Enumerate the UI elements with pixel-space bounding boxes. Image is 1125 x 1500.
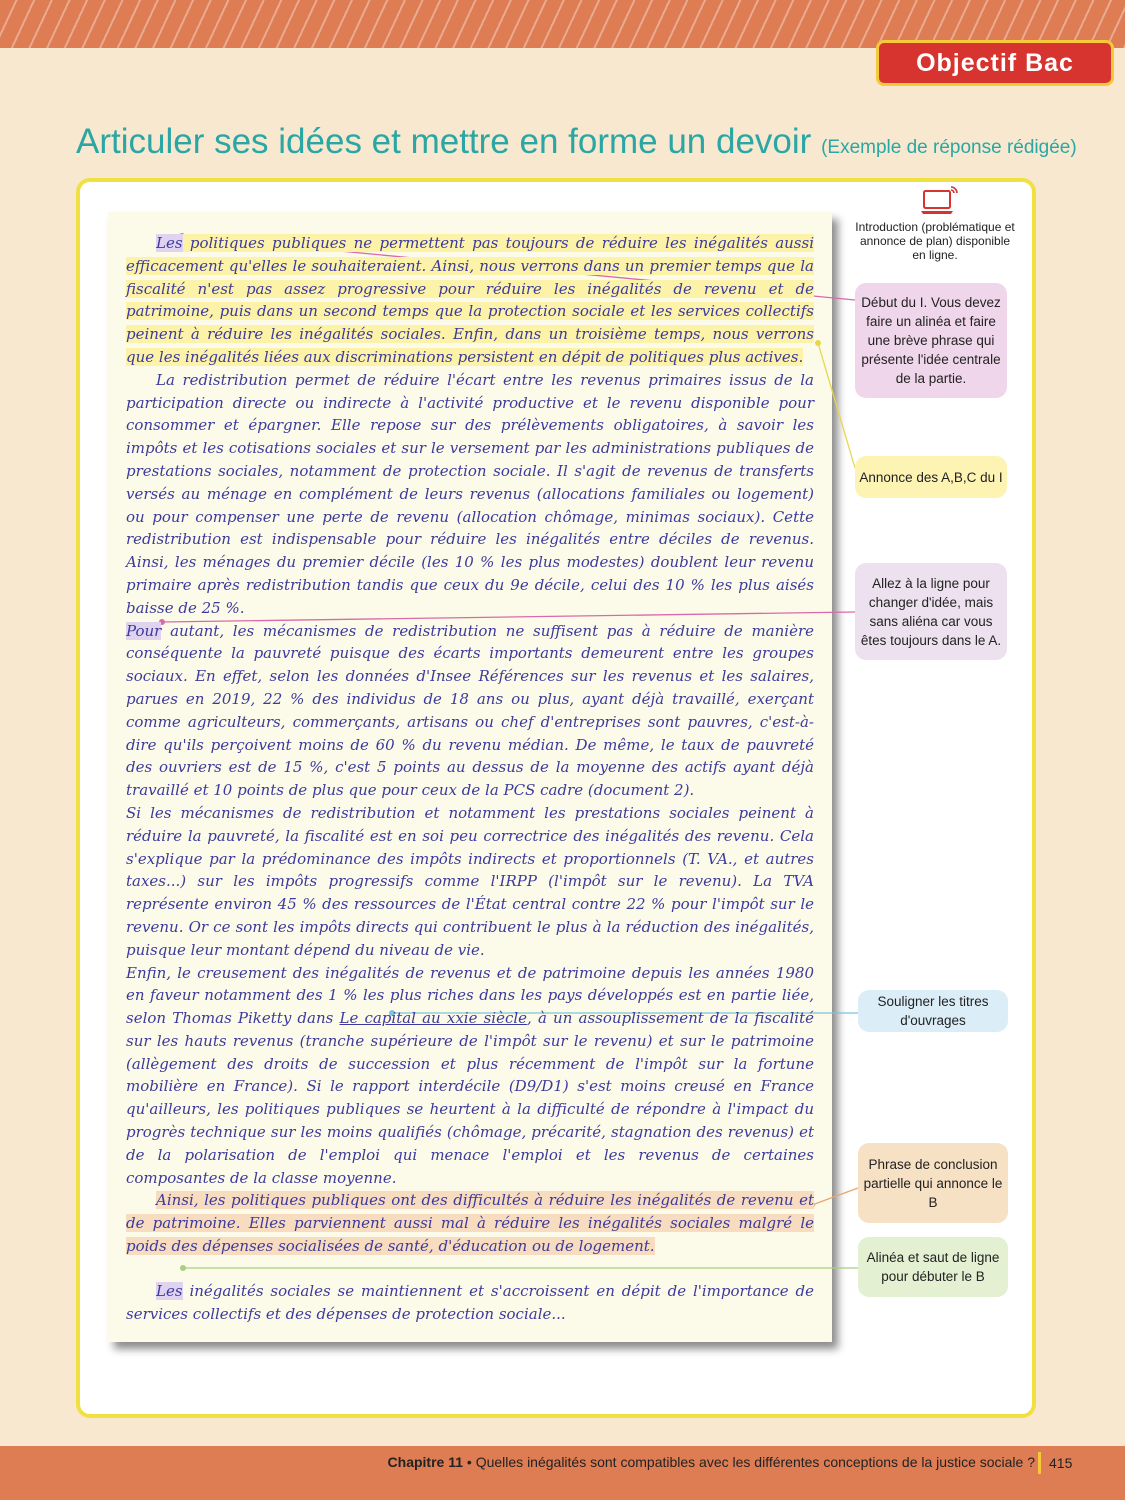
connector-conclusion (812, 1188, 858, 1205)
plan-announcement: Ainsi, nous verrons dans un premier temps que la fiscalité n'est pas assez progressive pour réduire les inégalités de revenu et de patrimoine, puis dans un second temps que la protection sociale et les services collectifs peinent à réduire les inégalités sociales. Enfin, dans un troisième temps, nous verrons que les inégalités liées aux discriminations persistent en dépit de politiques plus actives. (126, 256, 814, 366)
essay-paragraph-fiscalite: Si les mécanismes de redistribution et notamment les prestations sociales peinent à réduire la pauvreté, la fiscalité est en soi peu correctrice des inégalités des revenu. Cela s'explique par la prédominance des impôts indirects et proportionnels (T. VA., et autres taxes...) sur les impôts progressifs comme l'IRPP (l'impôt sur le revenu). La TVA représente environ 45 % des ressources de l'État central contre 22 % pour l'impôt sur le revenu. Or ce sont les impôts directs qui contribuent le plus à la réduction des inégalités, puisque leur montant dépend du niveau de vie. (126, 803, 814, 959)
annotation-conclusion-partielle: Phrase de conclusion partielle qui annonce le B (858, 1143, 1008, 1223)
page-title-main: Articuler ses idées et mettre en forme un devoir (76, 122, 812, 161)
essay-text (126, 232, 814, 1325)
essay-paragraph-piketty (126, 962, 814, 1190)
essay-paragraph-redistribution: La redistribution permet de réduire l'écart entre les revenus primaires issus de la participation directe ou indirecte à l'activité productive et le revenu disponible pour consommer et épargner. Elle repose sur des prélèvements obligatoires, à savoir les impôts et les cotisations sociales et sur le versement par les administrations publiques de prestations sociales, notamment de protection sociale. Il s'agit de revenus de transferts versés au ménage en complément de leurs revenus (allocations familiales ou logement) ou pour compenser une perte de revenu (allocation chômage, minimas sociaux). Cette redistribution est indispensable pour réduire les inégalités entre déciles de revenus. Ainsi, les ménages du premier décile (les 10 % les plus modestes) doublent leur revenu primaire après redistribution tandis que ceux du 9e décile, celui des 10 % les plus aisés baisse de 25 %. (126, 370, 814, 617)
annotation-souligner-titres: Souligner les titres d'ouvrages (858, 990, 1008, 1032)
essay-paragraph-pauvrete (126, 620, 814, 802)
annotation-alinea-B: Alinéa et saut de ligne pour débuter le B (858, 1237, 1008, 1297)
page-title-subtitle: (Exemple de réponse rédigée) (821, 137, 1077, 158)
paragraph-first-word: Pour (126, 621, 162, 640)
footer-chapter-title: • Quelles inégalités sont compatibles avec les différentes conceptions de la justice sociale ? (463, 1454, 1035, 1470)
part-B-body: inégalités sociales se maintiennent et s'accroissent en dépit de l'importance de services collectifs et des dépenses de protection sociale... (126, 1281, 814, 1323)
intro-sentence: politiques publiques ne permettent pas toujours de réduire les inégalités aussi efficacement qu'elles le souhaiteraient. (126, 234, 814, 275)
annotation-debut-partie: Début du I. Vous devez faire un alinéa et faire une brève phrase qui présente l'idée centrale de la partie. (855, 283, 1007, 398)
book-title: Le capital au xxie siècle (339, 1009, 528, 1028)
part-B-first-word: Les (156, 1281, 183, 1300)
footer-chapter-label: Chapitre 11 (387, 1454, 464, 1470)
objectif-bac-badge: Objectif Bac (876, 40, 1114, 86)
connector-annonce (818, 343, 855, 468)
essay-paragraph-part-B (126, 1280, 814, 1326)
footer-chapter (388, 1454, 1035, 1470)
paragraph-body: autant, les mécanismes de redistribution ne suffisent pas à réduire de manière conséquente la pauvreté puisque des écarts importants demeurent entre les groupes sociaux. En effet, selon les données d'Insee Références sur les revenus et les salaires, parues en 2019, 22 % des individus de 18 ans ou plus, ayant déjà travaillé, exerçant comme agriculteurs, commerçants, artisans ou chef d'entreprises sont pauvres, c'est-à-dire qu'ils perçoivent moins de 60 % du revenu médian. De même, le taux de pauvreté des ouvriers est de 15 %, c'est 5 points au dessus de la moyenne des actifs ayant déjà travaillé et 10 points de plus que pour ceux de la PCS cadre (document 2). (126, 621, 814, 800)
essay-paragraph-conclusion (126, 1189, 814, 1257)
intro-first-word: Les (156, 234, 183, 252)
paragraph-start: Enfin, le creusement des inégalités de revenus et de patrimoine depuis les années 1980 en faveur notamment des 1 % les plus riches dans les pays développés est en partie liée, selon Thomas Piketty dans (126, 963, 814, 1028)
annotation-annonce-abc: Annonce des A,B,C du I (855, 456, 1007, 498)
partial-conclusion: Ainsi, les politiques publiques ont des difficultés à réduire les inégalités de revenu et de patrimoine. Elles parviennent aussi mal à réduire les inégalités sociales malgré le poids des dépenses socialisées de santé, d'éducation ou de logement. (126, 1191, 814, 1256)
annotation-aller-ligne: Allez à la ligne pour changer d'idée, mais sans aliéna car vous êtes toujours dans le A. (855, 563, 1007, 660)
connector-dot-annonce (815, 340, 821, 346)
laptop-wifi-icon (920, 185, 960, 217)
paragraph-end: , à un assouplissement de la fiscalité sur les hauts revenus (tranche supérieure de l'impôt sur le revenu) et sur le patrimoine (allègement des droits de succession et plus récemment de l'impôt sur la fortune mobilière en France). Si le rapport interdécile (D9/D1) s'est moins creusé en France qu'ailleurs, les politiques publiques se heurtent à la difficulté de répondre à l'impact du progrès technique sur les moins qualifiés (chômage, précarité, stagnation des revenus) et de la polarisation de l'emploi qui menace l'emploi et les revenus de certaines composantes de la classe moyenne. (126, 1009, 814, 1187)
essay-paragraph-intro (126, 232, 814, 369)
online-introduction-note: Introduction (problématique et annonce de plan) disponible en ligne. (855, 220, 1015, 262)
page-number: 415 (1038, 1452, 1072, 1474)
